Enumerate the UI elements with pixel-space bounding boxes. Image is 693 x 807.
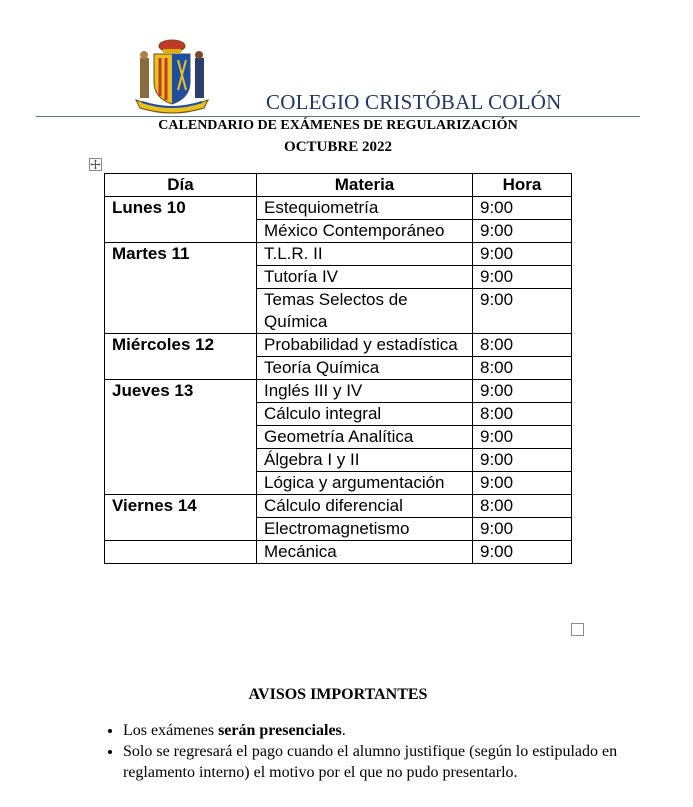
table-header-row — [105, 174, 572, 197]
hour-cell: 9:00 — [473, 541, 572, 564]
hour-cell: 8:00 — [473, 403, 572, 426]
day-cell: Martes 11 — [105, 243, 257, 334]
hour-cell: 8:00 — [473, 334, 572, 357]
subject-cell: Tutoría IV — [257, 266, 473, 289]
table-move-handle[interactable] — [89, 158, 102, 171]
column-header-subject: Materia — [257, 174, 473, 197]
subject-cell: Lógica y argumentación — [257, 472, 473, 495]
hour-cell: 9:00 — [473, 518, 572, 541]
day-cell: Viernes 14 — [105, 495, 257, 541]
subject-cell: Cálculo integral — [257, 403, 473, 426]
day-cell: Lunes 10 — [105, 197, 257, 243]
subject-cell: Probabilidad y estadística — [257, 334, 473, 357]
subject-cell: Inglés III y IV — [257, 380, 473, 403]
notice-emphasis: serán presenciales — [218, 722, 342, 739]
document-subtitle: OCTUBRE 2022 — [284, 139, 392, 155]
subject-cell: Teoría Química — [257, 357, 473, 380]
subject-cell: Estequiometría — [257, 197, 473, 220]
subject-cell: Electromagnetismo — [257, 518, 473, 541]
subject-cell: T.L.R. II — [257, 243, 473, 266]
hour-cell: 9:00 — [473, 449, 572, 472]
notice-item — [123, 741, 668, 783]
school-name: COLEGIO CRISTÓBAL COLÓN — [266, 90, 562, 114]
subject-cell: Álgebra I y II — [257, 449, 473, 472]
hour-cell: 9:00 — [473, 243, 572, 266]
day-cell — [105, 541, 257, 564]
table-resize-handle[interactable] — [571, 623, 584, 636]
table-row — [105, 197, 572, 220]
notice-text-end: . — [341, 722, 346, 739]
hour-cell: 9:00 — [473, 220, 572, 243]
subject-cell: Temas Selectos de Química — [257, 289, 473, 334]
hour-cell: 9:00 — [473, 426, 572, 449]
hour-cell: 9:00 — [473, 266, 572, 289]
hour-cell: 9:00 — [473, 380, 572, 403]
school-crest-logo — [132, 38, 212, 114]
exam-schedule-table — [104, 173, 572, 564]
move-arrows-icon — [90, 159, 101, 170]
hour-cell: 8:00 — [473, 357, 572, 380]
column-header-hour: Hora — [473, 174, 572, 197]
notice-text: Solo se regresará el pago cuando el alumno justifique (según lo estipulado en reglamento interno) el motivo por el que no pudo presentarlo. — [123, 743, 618, 781]
table-row — [105, 495, 572, 518]
hour-cell: 9:00 — [473, 289, 572, 334]
table-body — [105, 197, 572, 564]
table-row — [105, 380, 572, 403]
day-cell: Jueves 13 — [105, 380, 257, 495]
notices-list — [104, 720, 668, 783]
day-cell: Miércoles 12 — [105, 334, 257, 380]
hour-cell: 9:00 — [473, 472, 572, 495]
column-header-day: Día — [105, 174, 257, 197]
table-row — [105, 541, 572, 564]
header-divider — [36, 116, 640, 117]
subject-cell: Geometría Analítica — [257, 426, 473, 449]
notices-title: AVISOS IMPORTANTES — [248, 686, 428, 703]
subject-cell: Mecánica — [257, 541, 473, 564]
table-row — [105, 243, 572, 266]
notice-item — [123, 720, 668, 741]
subject-cell: Cálculo diferencial — [257, 495, 473, 518]
document-title: CALENDARIO DE EXÁMENES DE REGULARIZACIÓN — [158, 118, 518, 133]
subject-cell: México Contemporáneo — [257, 220, 473, 243]
table-row — [105, 334, 572, 357]
notice-text: Los exámenes — [123, 722, 219, 739]
hour-cell: 8:00 — [473, 495, 572, 518]
hour-cell: 9:00 — [473, 197, 572, 220]
